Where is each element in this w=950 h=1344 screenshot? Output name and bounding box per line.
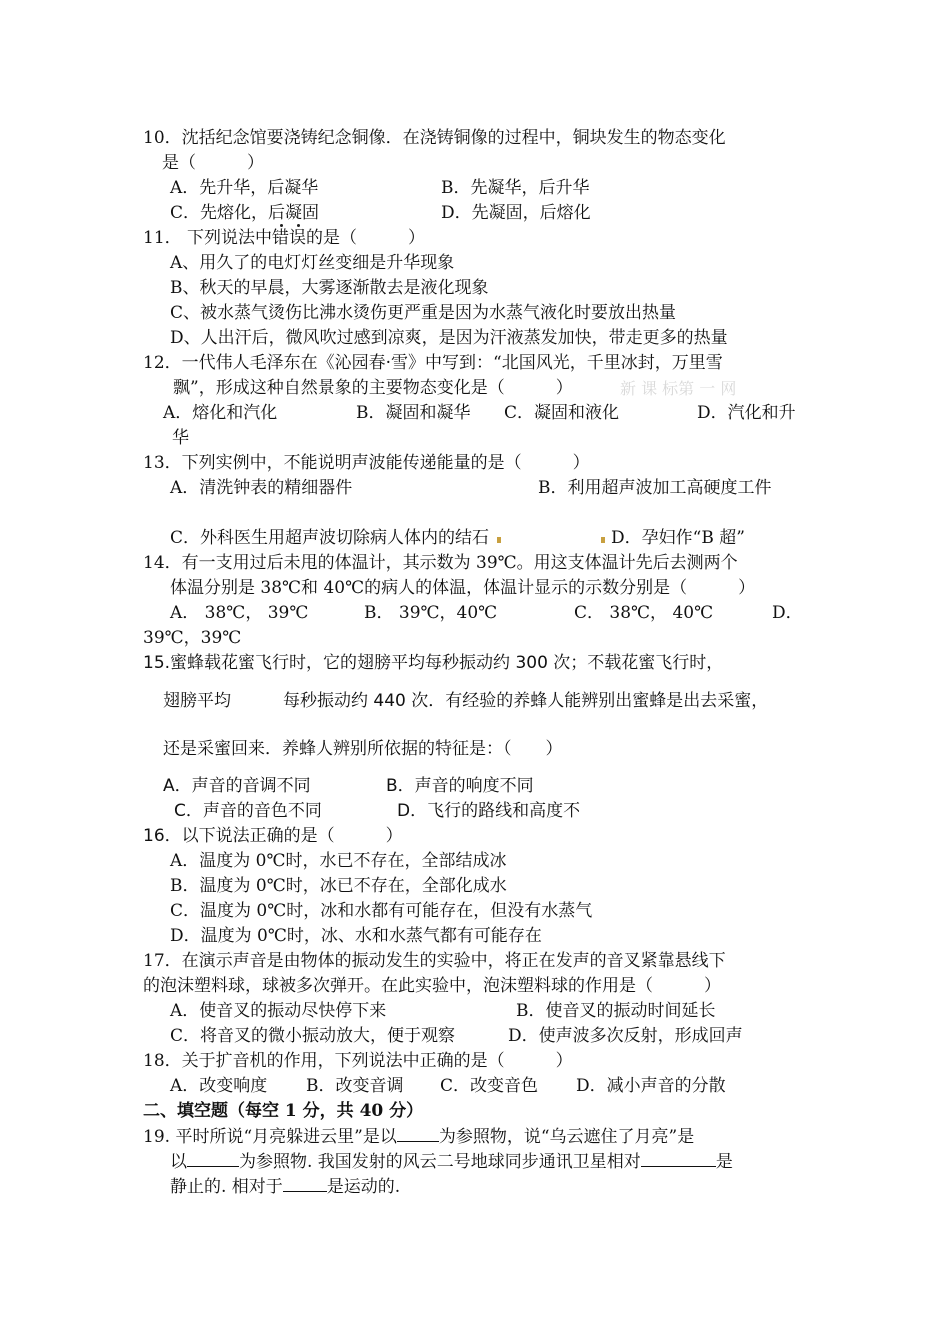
q12-option-a: A．熔化和汽化 <box>163 403 278 423</box>
q11-emphasis-1: 错 <box>272 228 290 248</box>
q14-option-d: D． <box>772 603 803 623</box>
q18-option-a: A．改变响度 <box>170 1076 268 1096</box>
watermark-text: 新 课 标第 一 网 <box>620 379 737 398</box>
answer-blank[interactable] <box>187 1150 239 1167</box>
q17-option-c: C．将音叉的微小振动放大，便于观察 <box>170 1026 456 1046</box>
q15-stem: 15.蜜蜂载花蜜飞行时，它的翅膀平均每秒振动约 300 次；不载花蜜飞行时， <box>143 653 724 673</box>
q19-text-2: 为参照物，说“乌云遮住了月亮”是 <box>438 1127 695 1147</box>
q11-stem <box>143 227 425 249</box>
q17-option-a: A．使音叉的振动尽快停下来 <box>170 1001 387 1021</box>
q19-text-3: 以 <box>170 1152 187 1172</box>
q13-stem: 13．下列实例中，不能说明声波能传递能量的是（ ） <box>143 453 590 473</box>
q18-option-d: D．减小声音的分散 <box>576 1076 726 1096</box>
q12-stem-cont: 飘”，形成这种自然景象的主要物态变化是（ ） <box>173 378 573 398</box>
q17-stem-cont: 的泡沫塑料球，球被多次弹开。在此实验中，泡沫塑料球的作用是（ ） <box>143 976 721 996</box>
q16-option-c: C．温度为 0℃时，冰和水都有可能存在，但没有水蒸气 <box>170 901 593 921</box>
q13-option-c-text: C．外科医生用超声波切除病人体内的结石 <box>170 528 490 548</box>
q18-option-b: B．改变音调 <box>306 1076 404 1096</box>
q11-emphasis-2: 误 <box>289 228 307 248</box>
q15-stem-cont-b: 每秒振动约 440 次．有经验的养蜂人能辨别出蜜蜂是出去采蜜， <box>283 691 769 711</box>
q15-option-a: A．声音的音调不同 <box>163 776 311 796</box>
q19-line-2 <box>170 1150 733 1173</box>
q14-option-a: A． 38℃， 39℃ <box>170 603 309 623</box>
q15-option-d: D．飞行的路线和高度不 <box>397 801 581 821</box>
q18-stem: 18．关于扩音机的作用，下列说法中正确的是（ ） <box>143 1051 573 1071</box>
q19-text-5: 是 <box>715 1152 733 1172</box>
q12-option-c: C．凝固和液化 <box>504 403 620 423</box>
q15-option-c: C．声音的音色不同 <box>174 801 322 821</box>
q16-stem: 16．以下说法正确的是（ ） <box>143 826 403 846</box>
q12-option-d: D．汽化和升 <box>697 403 796 423</box>
q11-option-d: D、人出汗后，微风吹过感到凉爽，是因为汗液蒸发加快，带走更多的热量 <box>170 328 728 348</box>
answer-blank[interactable] <box>641 1150 716 1167</box>
q16-option-b: B．温度为 0℃时，冰已不存在，全部化成水 <box>170 876 507 896</box>
q12-option-d-cont: 华 <box>172 428 189 448</box>
q12-stem: 12．一代伟人毛泽东在《沁园春·雪》中写到：“北国风光，千里冰封，万里雪 <box>143 353 723 373</box>
marker-dot-icon <box>497 537 501 543</box>
q12-option-b: B．凝固和凝华 <box>356 403 471 423</box>
q10-stem: 10．沈括纪念馆要浇铸纪念铜像．在浇铸铜像的过程中，铜块发生的物态变化 <box>143 128 726 148</box>
q18-option-c: C．改变音色 <box>440 1076 539 1096</box>
q19-text-1: 19. 平时所说“月亮躲进云里”是以 <box>143 1127 397 1147</box>
q14-stem-cont: 体温分别是 38℃和 40℃的病人的体温，体温计显示的示数分别是（ ） <box>170 578 756 598</box>
q13-option-d-text: D．孕妇作“B 超” <box>611 528 745 548</box>
q17-option-b: B．使音叉的振动时间延长 <box>516 1001 716 1021</box>
q14-option-d-cont: 39℃，39℃ <box>143 628 242 648</box>
q10-stem-cont: 是（ ） <box>162 153 264 173</box>
q10-option-b: B．先凝华，后升华 <box>441 178 590 198</box>
q10-option-a: A．先升华，后凝华 <box>170 178 319 198</box>
q13-option-d <box>600 527 745 549</box>
q11-option-a: A、用久了的电灯灯丝变细是升华现象 <box>170 253 455 273</box>
q19-text-4: 为参照物. 我国发射的风云二号地球同步通讯卫星相对 <box>239 1152 641 1172</box>
q11-option-b: B、秋天的早晨，大雾逐渐散去是液化现象 <box>170 278 489 298</box>
q17-option-d: D．使声波多次反射，形成回声 <box>508 1026 743 1046</box>
section-heading-fill-in: 二、填空题（每空 1 分，共 40 分） <box>143 1101 424 1121</box>
marker-dot-icon <box>601 537 605 543</box>
q19-line-1 <box>143 1125 694 1148</box>
q19-line-3 <box>170 1175 400 1198</box>
q14-option-b: B． 39℃，40℃ <box>364 603 498 623</box>
q14-stem: 14．有一支用过后未甩的体温计，其示数为 39℃。用这支体温计先后去测两个 <box>143 553 738 573</box>
q11-stem-post: 的是（ ） <box>306 228 426 248</box>
q10-option-c: C．先熔化，后凝固 <box>170 203 320 223</box>
q14-option-c: C． 38℃， 40℃ <box>574 603 714 623</box>
answer-blank[interactable] <box>283 1175 327 1192</box>
q19-text-7: 是运动的. <box>326 1177 401 1197</box>
q15-option-b: B．声音的响度不同 <box>386 776 534 796</box>
q11-stem-pre: 11． 下列说法中 <box>143 228 273 248</box>
q15-stem-cont-2: 还是采蜜回来．养蜂人辨别所依据的特征是：（ ） <box>163 739 563 759</box>
q11-option-c: C、被水蒸气烫伤比沸水烫伤更严重是因为水蒸气液化时要放出热量 <box>170 303 677 323</box>
q19-text-6: 静止的. 相对于 <box>170 1177 283 1197</box>
q13-option-b: B．利用超声波加工高硬度工件 <box>538 478 772 498</box>
q16-option-d: D．温度为 0℃时，冰、水和水蒸气都有可能存在 <box>170 926 542 946</box>
q17-stem: 17．在演示声音是由物体的振动发生的实验中，将正在发声的音叉紧靠悬线下 <box>143 951 726 971</box>
q16-option-a: A．温度为 0℃时，水已不存在，全部结成冰 <box>170 851 507 871</box>
q13-option-c <box>170 527 502 549</box>
answer-blank[interactable] <box>397 1125 439 1142</box>
q15-stem-cont-a: 翅膀平均 <box>163 691 231 711</box>
q10-option-d: D．先凝固，后熔化 <box>441 203 591 223</box>
q13-option-a: A．清洗钟表的精细器件 <box>170 478 353 498</box>
